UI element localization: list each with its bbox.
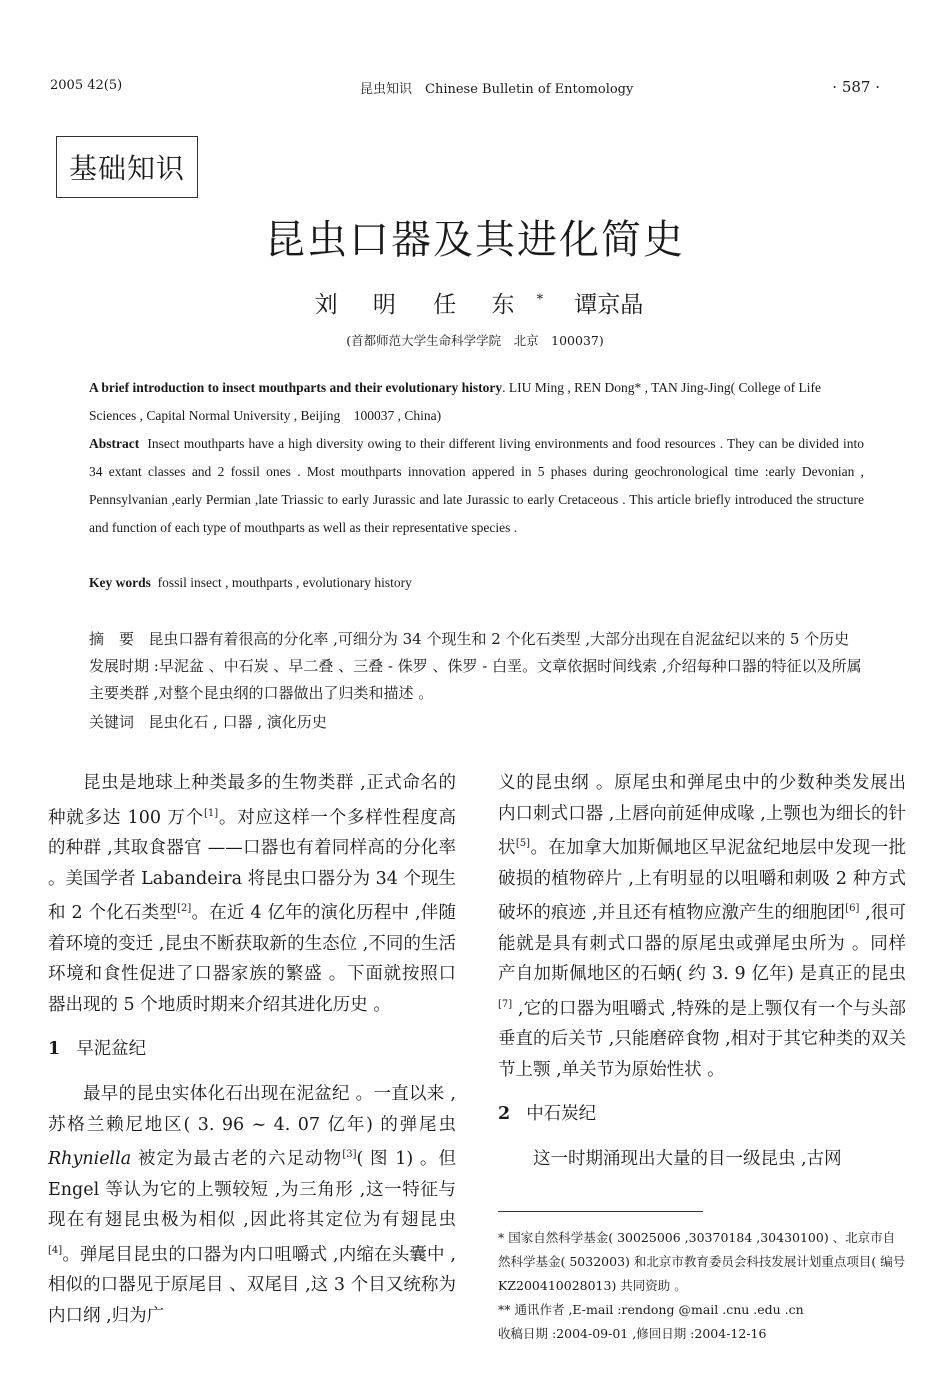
journal-issue: 2005 42(5) bbox=[50, 78, 123, 93]
section-label: 基础知识 bbox=[56, 136, 198, 198]
english-title: A brief introduction to insect mouthparts and their evolutionary history bbox=[89, 380, 503, 395]
citation: [5] bbox=[515, 838, 531, 850]
citation: [4] bbox=[48, 1244, 63, 1256]
paragraph-intro: 昆虫是地球上种类最多的生物类群 ,正式命名的种就多达 100 万个[1]。对应这样一个多样性程度高的种群 ,其取食器官 ——口器也有着同样高的分化率 。美国学者 Labandeira 将昆虫口器分为 34 个现生和 2 个化石类型[2]。在近 4 亿年的演化历程中 ,伴随着环境的变迁 ,昆虫不断获取新的生态位 ,不同的生活环境和食性促进了口器家族的繁盛 。下面就按照口器出现的 5 个地质时期来介绍其进化历史 。 bbox=[48, 773, 457, 1015]
corresponding-mark: * bbox=[536, 292, 544, 308]
keywords-label: Key words bbox=[89, 575, 151, 590]
english-keywords bbox=[89, 569, 864, 597]
section-heading-1: 1 早泥盆纪 bbox=[48, 1039, 147, 1060]
chinese-abstract-label: 摘 要 bbox=[89, 630, 135, 648]
keywords-text: fossil insect , mouthparts , evolutionary history bbox=[157, 575, 412, 590]
footnote-divider bbox=[498, 1211, 703, 1212]
chinese-keywords bbox=[89, 709, 864, 736]
citation: [3] bbox=[342, 1149, 357, 1161]
footnotes bbox=[498, 1226, 906, 1346]
paragraph-carboniferous: 这一时期涌现出大量的目一级昆虫 ,古网 bbox=[533, 1149, 842, 1170]
footnote-funding: * 国家自然科学基金( 30025006 ,30370184 ,30430100) 、北京市自然科学基金( 5032003) 和北京市教育委员会科技发展计划重点项目( 编号 KZ200410028013) 共同资助 。 bbox=[498, 1230, 906, 1293]
chinese-abstract bbox=[89, 626, 864, 707]
author-tan-jingjing: 谭京晶 bbox=[574, 292, 644, 318]
journal-name: 昆虫知识 Chinese Bulletin of Entomology bbox=[360, 82, 634, 97]
citation: [2] bbox=[177, 903, 192, 915]
body-column-left bbox=[48, 768, 456, 1331]
citation: [1] bbox=[203, 807, 219, 819]
english-authors-affiliation: . LIU Ming , REN Dong* , TAN Jing-Jing( College of Life Sciences , Capital Normal University , Beijing 100037 , China) bbox=[89, 380, 822, 423]
affiliation: (首都师范大学生命科学学院 北京 100037) bbox=[346, 333, 604, 348]
body-column-right bbox=[498, 768, 906, 1175]
abstract-text: Insect mouthparts have a high diversity owing to their different living environments and food resources . They can be divided into 34 extant classes and 2 fossil ones . Most mouthparts innovation appered in 5 phases during geochronological time :early Devonian , Pennsylvanian ,early Permian ,late Triassic to early Jurassic and late Jurassic to early Cretaceous . This article briefly introduced the structure and function of each type of mouthparts as well as their representative species . bbox=[89, 436, 864, 535]
chinese-keywords-label: 关键词 bbox=[89, 713, 135, 731]
paragraph-continued: 义的昆虫纲 。原尾虫和弹尾虫中的少数种类发展出内口刺式口器 ,上唇向前延伸成喙 ,上颚也为细长的针状[5]。在加拿大加斯佩地区早泥盆纪地层中发现一批破损的植物碎片 ,上有明显的以咀嚼和刺吸 2 种方式破坏的痕迹 ,并且还有植物应激产生的细胞团[6] ,很可能就是具有刺式口器的原尾虫或弹尾虫所为 。同样产自加斯佩地区的石蛃( 约 3. 9 亿年) 是真正的昆虫[7] ,它的口器为咀嚼式 ,特殊的是上颚仅有一个与头部垂直的后关节 ,只能磨碎食物 ,相对于其它种类的双关节上颚 ,单关节为原始性状 。 bbox=[498, 773, 907, 1080]
author-ren-dong: 任 东 bbox=[433, 292, 529, 318]
abstract-label: Abstract bbox=[89, 436, 140, 451]
citation: [7] bbox=[498, 998, 513, 1010]
chinese-abstract-text: 昆虫口器有着很高的分化率 ,可细分为 34 个现生和 2 个化石类型 ,大部分出现在自泥盆纪以来的 5 个历史发展时期 :早泥盆 、中石炭 、早二叠 、三叠 - 侏罗 、侏罗 - 白垩。文章依据时间线索 ,介绍每种口器的特征以及所属主要类群 ,对整个昆虫纲的口器做出了归类和描述 。 bbox=[89, 630, 862, 702]
section-heading-2: 2 中石炭纪 bbox=[498, 1104, 597, 1125]
author-list bbox=[0, 286, 950, 319]
article-title: 昆虫口器及其进化简史 bbox=[265, 217, 685, 263]
english-title-block bbox=[89, 374, 864, 430]
page-number: · 587 · bbox=[832, 78, 880, 96]
chinese-keywords-text: 昆虫化石 , 口器 , 演化历史 bbox=[148, 713, 327, 731]
footnote-correspondence: ** 通讯作者 ,E-mail :rendong @mail .cnu .edu .cn bbox=[498, 1302, 804, 1317]
english-abstract bbox=[89, 430, 864, 542]
genus-name: Rhyniella bbox=[48, 1149, 132, 1170]
citation: [6] bbox=[845, 903, 860, 915]
paragraph-devonian: 最早的昆虫实体化石出现在泥盆纪 。一直以来 ,苏格兰赖尼地区( 3. 96 ~ 4. 07 亿年) 的弹尾虫 Rhyniella 被定为最古老的六足动物[3]( 图 1) 。但 Engel 等认为它的上颚较短 ,为三角形 ,这一特征与现在有翅昆虫极为相似 ,因此将其定位为有翅昆虫[4]。弹尾目昆虫的口器为内口咀嚼式 ,内缩在头囊中 ,相似的口器见于原尾目 、双尾目 ,这 3 个目又统称为内口纲 ,归为广 bbox=[48, 1084, 456, 1326]
author-liu-ming: 刘 明 bbox=[314, 292, 410, 318]
received-dates: 收稿日期 :2004-09-01 ,修回日期 :2004-12-16 bbox=[498, 1326, 767, 1341]
